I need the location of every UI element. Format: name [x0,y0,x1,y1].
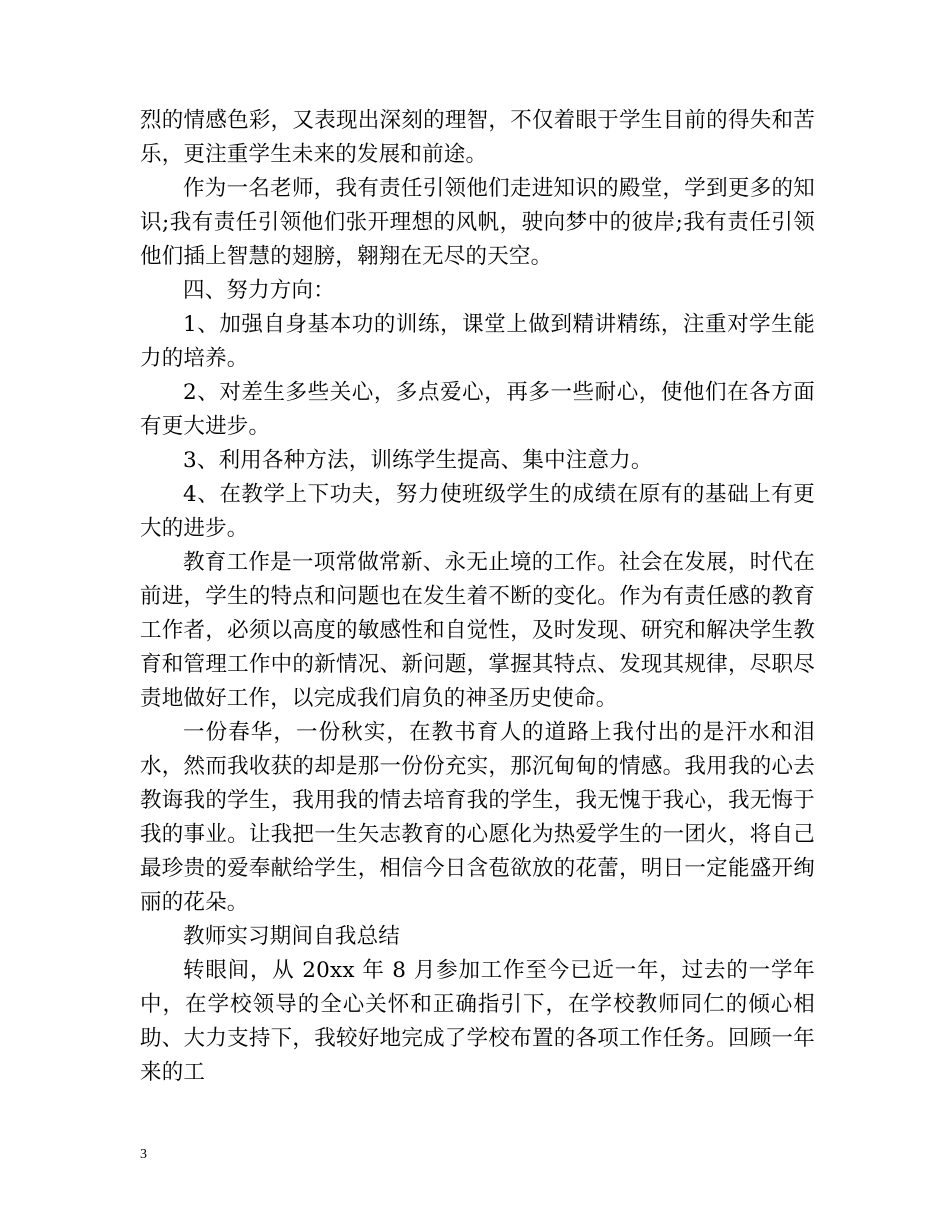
document-body [140,104,815,1090]
paragraph-2: 作为一名老师，我有责任引领他们走进知识的殿堂，学到更多的知识;我有责任引领他们张开理想的风帆，驶向梦中的彼岸;我有责任引领他们插上智慧的翅膀，翱翔在无尽的天空。 [140,176,815,269]
section-heading-effort-direction: 四、努力方向： [183,278,335,303]
paragraph-spring-autumn: 一份春华，一份秋实，在教书育人的道路上我付出的是汗水和泪水，然而我收获的却是那一份份充实，那沉甸甸的情感。我用我的心去教诲我的学生，我用我的情去培育我的学生，我无愧于我心，我无悔于我的事业。让我把一生矢志教育的心愿化为热爱学生的一团火，将自己最珍贵的爱奉献给学生，相信今日含苞欲放的花蕾，明日一定能盛开绚丽的花朵。 [140,720,815,915]
paragraph-1: 烈的情感色彩，又表现出深刻的理智，不仅着眼于学生目前的得失和苦乐，更注重学生未来的发展和前途。 [140,108,815,167]
list-item-4: 4、在教学上下功夫，努力使班级学生的成绩在原有的基础上有更大的进步。 [140,482,815,541]
page-number: 3 [140,1147,147,1162]
paragraph-summary-intro: 转眼间，从 20xx 年 8 月参加工作至今已近一年，过去的一学年中，在学校领导的全心关怀和正确指引下，在学校教师同仁的倾心相助、大力支持下，我较好地完成了学校布置的各项工作任务。回顾一年来的工 [140,958,815,1085]
list-item-1: 1、加强自身基本功的训练，课堂上做到精讲精练，注重对学生能力的培养。 [140,312,815,371]
list-item-2: 2、对差生多些关心，多点爱心，再多一些耐心，使他们在各方面有更大进步。 [140,380,815,439]
list-item-3: 3、利用各种方法，训练学生提高、集中注意力。 [183,448,653,473]
paragraph-education-work: 教育工作是一项常做常新、永无止境的工作。社会在发展，时代在前进，学生的特点和问题也在发生着不断的变化。作为有责任感的教育工作者，必须以高度的敏感性和自觉性，及时发现、研究和解决学生教育和管理工作中的新情况、新问题，掌握其特点、发现其规律，尽职尽责地做好工作，以完成我们肩负的神圣历史使命。 [140,550,815,711]
section-title-internship-summary: 教师实习期间自我总结 [183,924,401,949]
